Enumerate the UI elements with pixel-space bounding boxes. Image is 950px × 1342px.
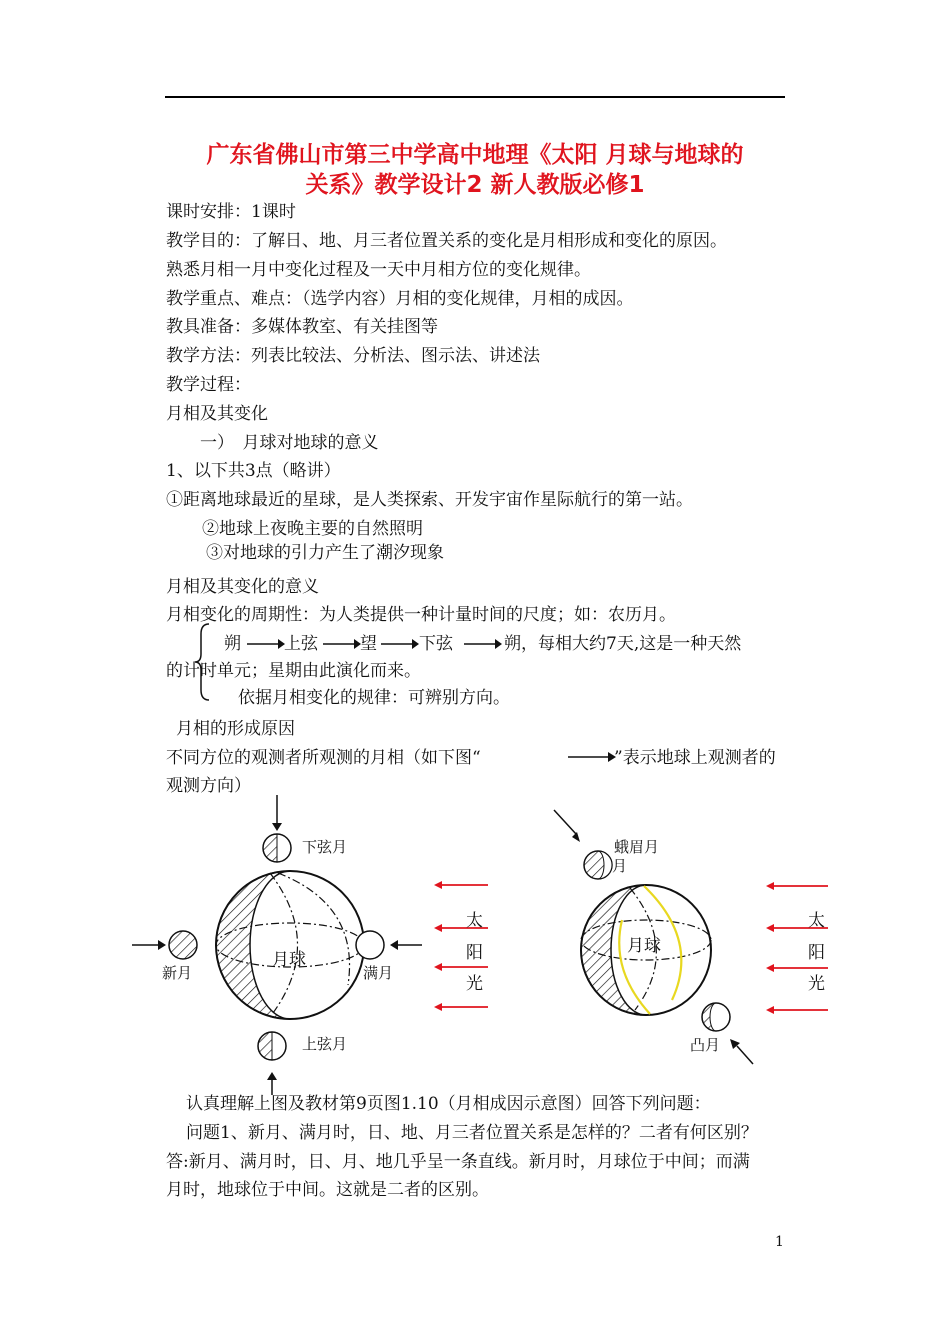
sunlight-char-2: 阳: [466, 943, 483, 963]
lesson-hours: 课时安排：1课时: [166, 202, 296, 222]
direction-line: 依据月相变化的规律：可辨别方向。: [238, 688, 510, 708]
arrow-icon: [322, 634, 362, 654]
observer-line-1b: ”表示地球上观测者的: [614, 748, 776, 768]
periodicity-line: 月相变化的周期性：为人类提供一种计量时间的尺度；如：农历月。: [166, 605, 676, 625]
stage-shuo-1: 朔: [224, 634, 241, 654]
point-1: ①距离地球最近的星球，是人类探索、开发宇宙作星际航行的第一站。: [166, 490, 693, 510]
label-moon-right: 月球: [627, 936, 661, 956]
point-count: 1、以下共3点（略讲）: [166, 461, 341, 481]
phase-meaning-heading: 月相及其变化的意义: [166, 577, 319, 597]
formation-heading: 月相的形成原因: [176, 719, 295, 739]
point-2: ②地球上夜晚主要的自然照明: [202, 519, 423, 539]
observer-arrow-icon: [568, 748, 618, 766]
label-gibbous: 凸月: [690, 1036, 721, 1054]
arrow-icon: [463, 634, 503, 654]
arrow-icon: [380, 634, 420, 654]
sunlight-char-1: 太: [466, 911, 483, 931]
section-heading: 月相及其变化: [166, 404, 268, 424]
teaching-methods: 教学方法：列表比较法、分析法、图示法、讲述法: [166, 346, 540, 366]
stage-shuo-2: 朔: [504, 634, 521, 654]
label-crescent: 蛾眉月: [614, 838, 660, 856]
label-first-quarter: 上弦月: [302, 1035, 348, 1053]
page-number: 1: [775, 1234, 784, 1250]
label-moon-left: 月球: [272, 950, 306, 970]
answer-1-line1: 答:新月、满月时，日、月、地几乎呈一条直线。新月时，月球位于中间；而满: [166, 1152, 750, 1172]
label-full-moon: 满月: [363, 964, 394, 982]
cycle-line2: 的计时单元；星期由此演化而来。: [166, 661, 421, 681]
subsection-heading: 一） 月球对地球的意义: [200, 433, 379, 453]
observer-line-2: 观测方向）: [166, 776, 251, 796]
key-points: 教学重点、难点：（选学内容）月相的变化规律，月相的成因。: [166, 289, 634, 309]
header-rule: [165, 96, 785, 98]
answer-1-line2: 月时，地球位于中间。这就是二者的区别。: [166, 1180, 489, 1200]
question-1: 问题1、新月、满月时，日、地、月三者位置关系是怎样的？二者有何区别？: [186, 1123, 758, 1143]
sunlight-char-3: 光: [466, 974, 483, 994]
doc-title-line1: 广东省佛山市第三中学高中地理《太阳 月球与地球的: [206, 142, 744, 168]
label-new-moon: 新月: [162, 964, 193, 982]
cycle-tail: ，每相大约7天,这是一种天然: [521, 634, 742, 654]
sunlight-char-r3: 光: [808, 974, 825, 994]
teaching-goal-2: 熟悉月相一月中变化过程及一天中月相方位的变化规律。: [166, 260, 591, 280]
point-3: ③对地球的引力产生了潮汐现象: [206, 543, 444, 563]
doc-title-line2: 关系》教学设计2 新人教版必修1: [305, 172, 645, 198]
observer-line-1a: 不同方位的观测者所观测的月相（如下图“: [166, 748, 481, 768]
arrow-icon: [246, 634, 286, 654]
label-last-quarter: 下弦月: [302, 838, 348, 856]
sunlight-char-r2: 阳: [808, 943, 825, 963]
teaching-goal-1: 教学目的：了解日、地、月三者位置关系的变化是月相形成和变化的原因。: [166, 231, 727, 251]
stage-wang: 望: [360, 634, 377, 654]
teaching-tools: 教具准备：多媒体教室、有关挂图等: [166, 317, 438, 337]
label-crescent-2: 月: [612, 857, 628, 875]
stage-xiaxian: 下弦: [419, 634, 453, 654]
stage-shangxian: 上弦: [284, 634, 318, 654]
question-intro: 认真理解上图及教材第9页图1.10（月相成因示意图）回答下列问题：: [186, 1094, 711, 1114]
sunlight-char-r1: 太: [808, 911, 825, 931]
teaching-process: 教学过程：: [166, 375, 251, 395]
